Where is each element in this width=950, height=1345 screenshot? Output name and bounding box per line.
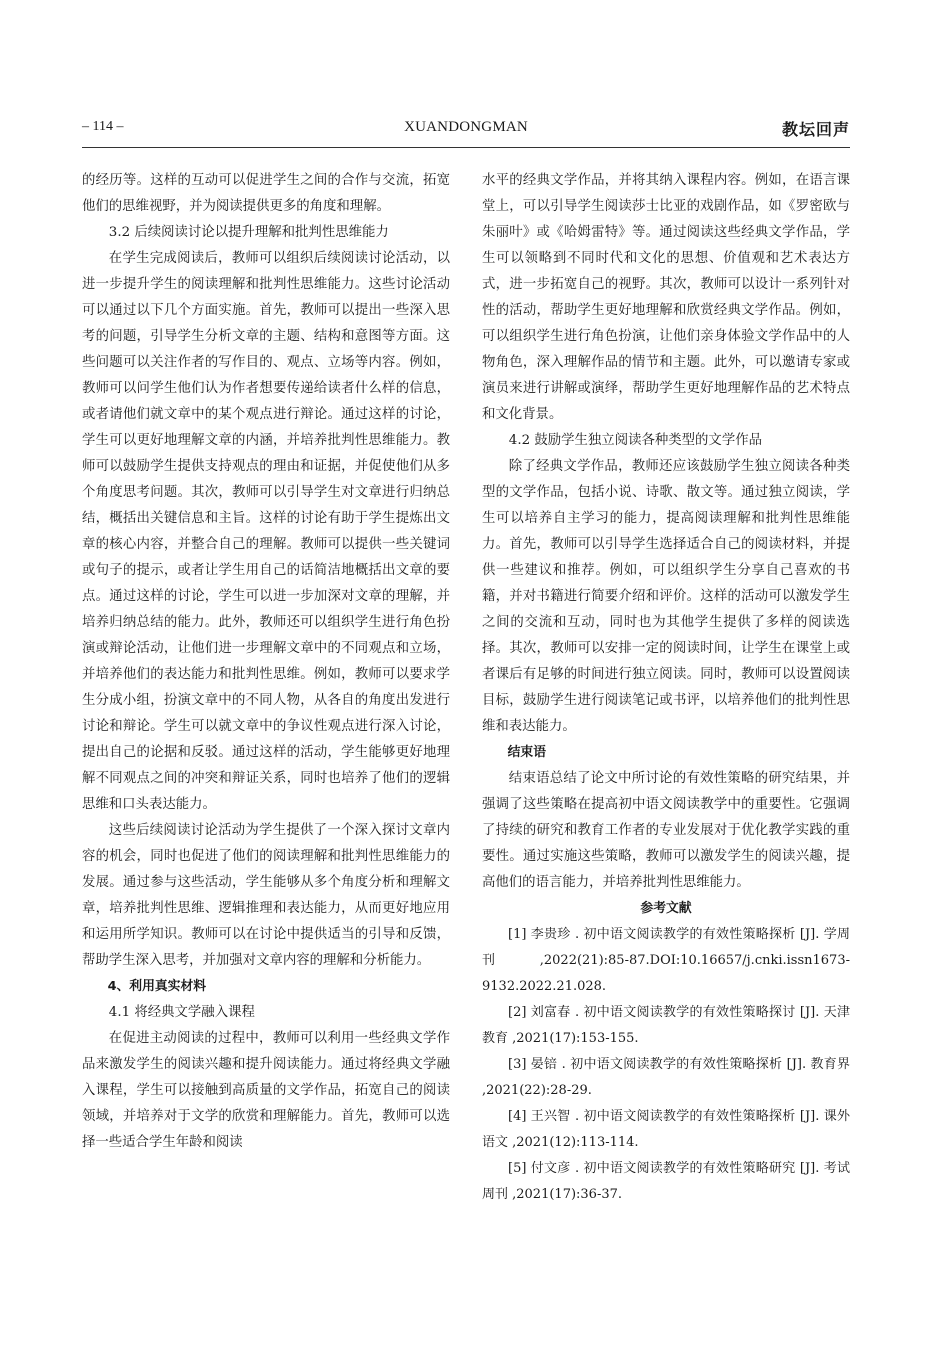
page-header [82,117,850,143]
journal-title: XUANDONGMAN [404,119,528,135]
subsection-heading: 3.2 后续阅读讨论以提升理解和批判性思维能力 [108,225,389,240]
reference-item: [3] 晏锫 . 初中语文阅读教学的有效性策略探析 [J]. 教育界 ,2021(22):28-29. [482,1057,850,1098]
subsection-heading: 4.1 将经典文学融入课程 [108,1005,255,1020]
paragraph: 结束语总结了论文中所讨论的有效性策略的研究结果，并强调了这些策略在提高初中语文阅读教学中的重要性。它强调了持续的研究和教育工作者的专业发展对于优化教学实践的重要性。通过实施这些策略，教师可以激发学生的阅读兴趣，提高他们的语言能力，并培养批判性思维能力。 [482,771,850,890]
paragraph: 这些后续阅读讨论活动为学生提供了一个深入探讨文章内容的机会，同时也促进了他们的阅读理解和批判性思维能力的发展。通过参与这些活动，学生能够从多个角度分析和理解文章，培养批判性思维、逻辑推理和表达能力，从而更好地应用和运用所学知识。教师可以在讨论中提供适当的引导和反馈，帮助学生深入思考，并加强对文章内容的理解和分析能力。 [82,823,450,968]
paragraph: 水平的经典文学作品，并将其纳入课程内容。例如，在语言课堂上，可以引导学生阅读莎士比亚的戏剧作品，如《罗密欧与朱丽叶》或《哈姆雷特》等。通过阅读这些经典文学作品，学生可以领略到不同时代和文化的思想、价值观和艺术表达方式，进一步拓宽自己的视野。其次，教师可以设计一系列针对性的活动，帮助学生更好地理解和欣赏经典文学作品。例如，可以组织学生进行角色扮演，让他们亲身体验文学作品中的人物角色，深入理解作品的情节和主题。此外，可以邀请专家或演员来进行讲解或演绎，帮助学生更好地理解作品的艺术特点和文化背景。 [482,173,850,422]
paragraph: 除了经典文学作品，教师还应该鼓励学生独立阅读各种类型的文学作品，包括小说、诗歌、散文等。通过独立阅读，学生可以培养自主学习的能力，提高阅读理解和批判性思维能力。首先，教师可以引导学生选择适合自己的阅读材料，并提供一些建议和推荐。例如，可以组织学生分享自己喜欢的书籍，并对书籍进行简要介绍和评价。这样的活动可以激发学生之间的交流和互动，同时也为其他学生提供了多样的阅读选择。其次，教师可以安排一定的阅读时间，让学生在课堂上或者课后有足够的时间进行独立阅读。同时，教师可以设置阅读目标，鼓励学生进行阅读笔记或书评，以培养他们的批判性思维和表达能力。 [482,459,850,734]
subsection-heading: 4.2 鼓励学生独立阅读各种类型的文学作品 [508,433,762,448]
section-heading: 结束语 [507,745,546,760]
column-title: 教坛回声 [781,120,850,139]
right-column [482,168,850,1208]
references-heading: 参考文献 [640,901,692,916]
paragraph: 在学生完成阅读后，教师可以组织后续阅读讨论活动，以进一步提升学生的阅读理解和批判性思维能力。这些讨论活动可以通过以下几个方面实施。首先，教师可以提出一些深入思考的问题，引导学生分析文章的主题、结构和意图等方面。这些问题可以关注作者的写作目的、观点、立场等内容。例如，教师可以问学生他们认为作者想要传递给读者什么样的信息，或者请他们就文章中的某个观点进行辩论。通过这样的讨论，学生可以更好地理解文章的内涵，并培养批判性思维能力。教师可以鼓励学生提供支持观点的理由和证据，并促使他们从多个角度思考问题。其次，教师可以引导学生对文章进行归纳总结，概括出关键信息和主旨。这样的讨论有助于学生提炼出文章的核心内容，并整合自己的理解。教师可以提供一些关键词或句子的提示，或者让学生用自己的话简洁地概括出文章的要点。通过这样的讨论，学生可以进一步加深对文章的理解，并培养归纳总结的能力。此外，教师还可以组织学生进行角色扮演或辩论活动，让他们进一步理解文章中的不同观点和立场，并培养他们的表达能力和批判性思维。例如，教师可以要求学生分成小组，扮演文章中的不同人物，从各自的角度出发进行讨论和辩论。学生可以就文章中的争议性观点进行深入讨论，提出自己的论据和反驳。通过这样的活动，学生能够更好地理解不同观点之间的冲突和辩证关系，同时也培养了他们的逻辑思维和口头表达能力。 [82,251,450,812]
paragraph: 在促进主动阅读的过程中，教师可以利用一些经典文学作品来激发学生的阅读兴趣和提升阅读能力。通过将经典文学融入课程，学生可以接触到高质量的文学作品，拓宽自己的阅读领域，并培养对于文学的欣赏和理解能力。首先，教师可以选择一些适合学生年龄和阅读 [82,1031,450,1150]
reference-item: [2] 刘富春 . 初中语文阅读教学的有效性策略探讨 [J]. 天津教育 ,2021(17):153-155. [482,1005,850,1046]
page-number: – 114 – [82,119,124,134]
reference-item: [5] 付文彦 . 初中语文阅读教学的有效性策略研究 [J]. 考试周刊 ,2021(17):36-37. [482,1161,850,1202]
paragraph: 的经历等。这样的互动可以促进学生之间的合作与交流，拓宽他们的思维视野，并为阅读提供更多的角度和理解。 [82,173,450,214]
reference-item: [1] 李贵珍 . 初中语文阅读教学的有效性策略探析 [J]. 学周刊 ,2022(21):85-87.DOI:10.16657/j.cnki.issn1673-9132.2022.21.028. [482,927,850,994]
header-rule [82,147,850,148]
left-column [82,168,450,1156]
section-heading: 4、利用真实材料 [107,979,207,994]
reference-item: [4] 王兴智 . 初中语文阅读教学的有效性策略探析 [J]. 课外语文 ,2021(12):113-114. [482,1109,850,1150]
